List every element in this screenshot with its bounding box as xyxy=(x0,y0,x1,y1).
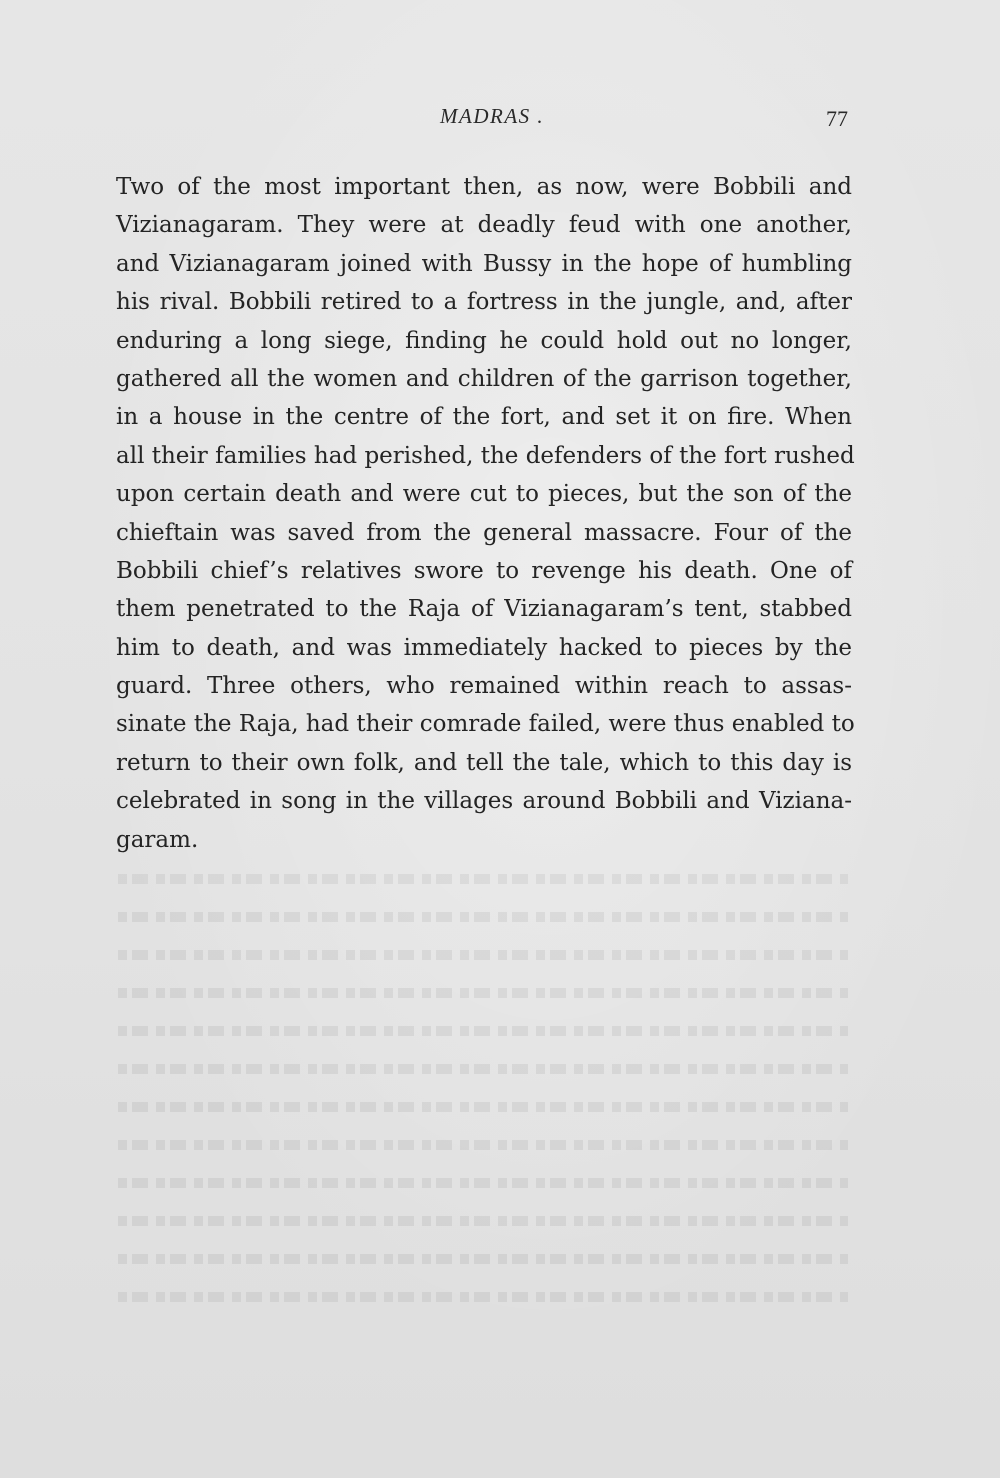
text-line: garam. xyxy=(116,826,199,853)
text-line: and Vizianagaram joined with Bussy in the hope of humbling xyxy=(116,250,852,277)
text-line: celebrated in song in the villages around Bobbili and Viziana- xyxy=(116,788,852,815)
text-line: enduring a long siege, finding he could hold out no longer, xyxy=(116,327,852,354)
text-line: Vizianagaram. They were at deadly feud with one another, xyxy=(116,212,852,239)
show-through-text xyxy=(118,860,848,1320)
text-line: in a house in the centre of the fort, and set it on fire. When xyxy=(116,404,852,431)
text-line: his rival. Bobbili retired to a fortress in the jungle, and, after xyxy=(116,289,852,316)
text-line: return to their own folk, and tell the tale, which to this day is xyxy=(116,749,852,776)
page-number: 77 xyxy=(826,106,848,131)
text-line: them penetrated to the Raja of Vizianagaram’s tent, stabbed xyxy=(116,596,852,623)
text-line: guard. Three others, who remained within reach to assas- xyxy=(116,673,852,700)
text-line: sinate the Raja, had their comrade failed, were thus enabled to xyxy=(116,711,855,738)
text-line: Two of the most important then, as now, were Bobbili and xyxy=(116,174,852,200)
text-line: all their families had perished, the defenders of the fort rushed xyxy=(116,442,855,469)
text-line: him to death, and was immediately hacked to pieces by the xyxy=(116,634,852,661)
running-head: MADRAS . xyxy=(440,104,545,128)
text-line: upon certain death and were cut to pieces, but the son of the xyxy=(116,481,852,508)
body-paragraph xyxy=(116,168,855,859)
text-line: gathered all the women and children of the garrison together, xyxy=(116,365,852,392)
text-line: chieftain was saved from the general massacre. Four of the xyxy=(116,519,852,546)
text-line: Bobbili chief’s relatives swore to revenge his death. One of xyxy=(116,557,852,584)
